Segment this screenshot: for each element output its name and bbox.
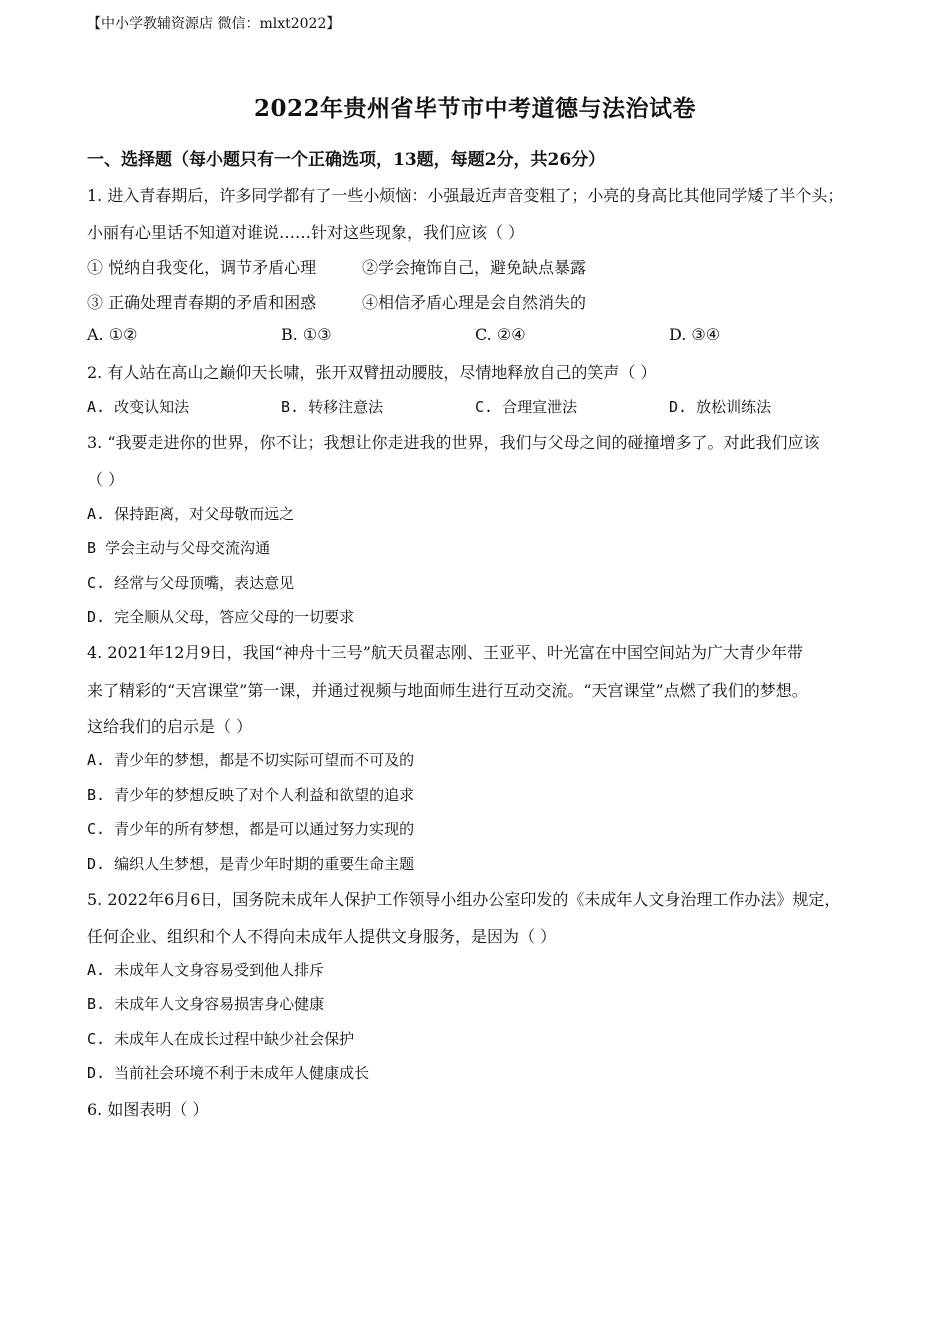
question-3-option-a: A. 保持距离，对父母敬而远之 bbox=[87, 505, 295, 523]
option-b: B. 转移注意法 bbox=[281, 398, 384, 416]
statement-1: ① 悦纳自我变化，调节矛盾心理 bbox=[87, 258, 317, 277]
question-5-line-2: 任何企业、组织和个人不得向未成年人提供文身服务，是因为（ ） bbox=[87, 927, 557, 946]
question-1-line-1: 1. 进入青春期后，许多同学都有了一些小烦恼：小强最近声音变粗了；小亮的身高比其他同学矮了半个头； bbox=[87, 186, 844, 205]
option-c: C. 合理宣泄法 bbox=[475, 398, 578, 416]
option-c: C. ②④ bbox=[475, 325, 526, 344]
question-3-line-1: 3. “我要走进你的世界，你不让；我想让你走进我的世界，我们与父母之间的碰撞增多了。对此我们应该 bbox=[87, 433, 820, 452]
question-4-option-b: B. 青少年的梦想反映了对个人利益和欲望的追求 bbox=[87, 786, 415, 804]
statement-4: ④相信矛盾心理是会自然消失的 bbox=[362, 293, 587, 312]
question-6-stem: 6. 如图表明（ ） bbox=[87, 1100, 209, 1119]
question-5-option-b: B. 未成年人文身容易损害身心健康 bbox=[87, 995, 325, 1013]
question-3-option-b: B 学会主动与父母交流沟通 bbox=[87, 539, 271, 557]
question-3-line-2: （ ） bbox=[87, 470, 125, 489]
question-1-line-2: 小丽有心里话不知道对谁说……针对这些现象，我们应该（ ） bbox=[87, 223, 525, 242]
question-3-option-d: D. 完全顺从父母，答应父母的一切要求 bbox=[87, 608, 355, 626]
section-heading: 一、选择题（每小题只有一个正确选项，13题，每题2分，共26分） bbox=[87, 150, 606, 170]
question-5-option-d: D. 当前社会环境不利于未成年人健康成长 bbox=[87, 1064, 370, 1082]
question-2-stem: 2. 有人站在高山之巅仰天长啸，张开双臂扭动腰肢，尽情地释放自己的笑声（ ） bbox=[87, 363, 657, 382]
option-a: A. 改变认知法 bbox=[87, 398, 190, 416]
option-a: A. ①② bbox=[87, 325, 138, 344]
question-4-option-d: D. 编织人生梦想，是青少年时期的重要生命主题 bbox=[87, 855, 415, 873]
statement-2: ②学会掩饰自己，避免缺点暴露 bbox=[362, 258, 587, 277]
question-5-line-1: 5. 2022年6月6日，国务院未成年人保护工作领导小组办公室印发的《未成年人文身治理工作办法》规定， bbox=[87, 890, 841, 909]
question-3-option-c: C. 经常与父母顶嘴，表达意见 bbox=[87, 574, 295, 592]
question-5-option-c: C. 未成年人在成长过程中缺少社会保护 bbox=[87, 1030, 355, 1048]
source-header: 【中小学教辅资源店 微信：mlxt2022】 bbox=[87, 16, 341, 32]
question-4-line-2: 来了精彩的“天宫课堂”第一课，并通过视频与地面师生进行互动交流。“天宫课堂”点燃了我们的梦想。 bbox=[87, 681, 808, 700]
question-4-line-1: 4. 2021年12月9日，我国“神舟十三号”航天员翟志刚、王亚平、叶光富在中国空间站为广大青少年带 bbox=[87, 643, 803, 662]
page-title: 2022年贵州省毕节市中考道德与法治试卷 bbox=[253, 95, 696, 122]
question-4-option-c: C. 青少年的所有梦想，都是可以通过努力实现的 bbox=[87, 820, 415, 838]
question-5-option-a: A. 未成年人文身容易受到他人排斥 bbox=[87, 961, 325, 979]
option-d: D. 放松训练法 bbox=[669, 398, 772, 416]
option-b: B. ①③ bbox=[281, 325, 332, 344]
option-d: D. ③④ bbox=[669, 325, 721, 344]
question-4-option-a: A. 青少年的梦想，都是不切实际可望而不可及的 bbox=[87, 751, 415, 769]
question-4-line-3: 这给我们的启示是（ ） bbox=[87, 717, 253, 736]
statement-3: ③ 正确处理青春期的矛盾和困惑 bbox=[87, 293, 317, 312]
